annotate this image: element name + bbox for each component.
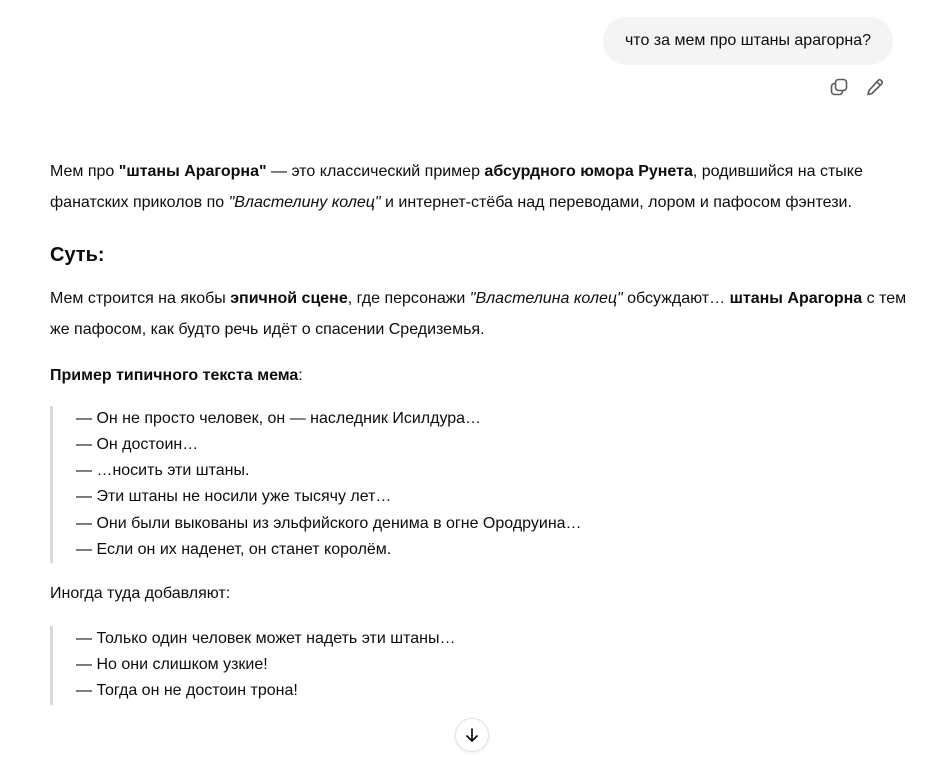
scroll-to-bottom-button[interactable]	[455, 718, 489, 752]
section-heading: Суть:	[50, 244, 105, 266]
user-message-actions	[828, 76, 886, 98]
quote-line: — Они были выкованы из эльфийского денима в огне Ородруина…	[76, 514, 582, 532]
edit-message-button[interactable]	[864, 76, 886, 98]
intro-bold-1: "штаны Арагорна"	[118, 163, 267, 180]
copy-icon	[829, 77, 849, 97]
intro-bold-2: абсурдного юмора Рунета	[484, 163, 693, 180]
intro-text-1: Мем про	[50, 163, 119, 180]
essence-text-3: обсуждают…	[622, 290, 730, 307]
user-message-bubble	[603, 17, 893, 65]
copy-button[interactable]	[828, 76, 850, 98]
blockquote-example	[50, 406, 910, 564]
example-colon: :	[298, 367, 303, 384]
essence-bold-2: штаны Арагорна	[729, 290, 863, 307]
intro-text-2: — это классический пример	[266, 163, 485, 180]
essence-paragraph	[50, 284, 910, 345]
intro-text-3: , родившийся на стыке фанатских приколов по	[50, 163, 863, 211]
intro-text-4: и интернет-стёба над переводами, лором и пафосом фэнтези.	[380, 193, 852, 211]
intro-italic-1: "Властелину колец"	[228, 193, 381, 211]
assistant-answer	[50, 157, 910, 705]
sometimes-paragraph: Иногда туда добавляют:	[50, 585, 231, 603]
user-message-text: что за мем про штаны арагорна?	[624, 32, 871, 49]
quote-line: — Но они слишком узкие!	[76, 656, 268, 674]
essence-bold-1: эпичной сцене	[230, 290, 348, 307]
essence-italic-1: "Властелина колец"	[469, 290, 623, 307]
quote-line: — Только один человек может надеть эти штаны…	[76, 629, 456, 647]
quote-line: — Эти штаны не носили уже тысячу лет…	[76, 488, 392, 506]
quote-line: — Тогда он не достоин трона!	[76, 682, 298, 700]
example-label: Пример типичного текста мема	[50, 367, 299, 384]
quote-line: — Если он их наденет, он станет королём.	[76, 540, 392, 558]
quote-line: — …носить эти штаны.	[76, 462, 250, 480]
quote-line: — Он достоин…	[76, 435, 199, 453]
essence-text-4: с тем же пафосом, как будто речь идёт о спасении Средиземья.	[50, 290, 907, 338]
example-label-paragraph	[50, 361, 910, 392]
arrow-down-icon	[463, 726, 481, 744]
essence-text-2: , где персонажи	[347, 290, 470, 307]
blockquote-addition	[50, 626, 910, 705]
essence-text-1: Мем строится на якобы	[50, 290, 231, 307]
quote-line: — Он не просто человек, он — наследник Исилдура…	[76, 409, 482, 427]
intro-paragraph	[50, 157, 910, 218]
pencil-icon	[865, 77, 885, 97]
